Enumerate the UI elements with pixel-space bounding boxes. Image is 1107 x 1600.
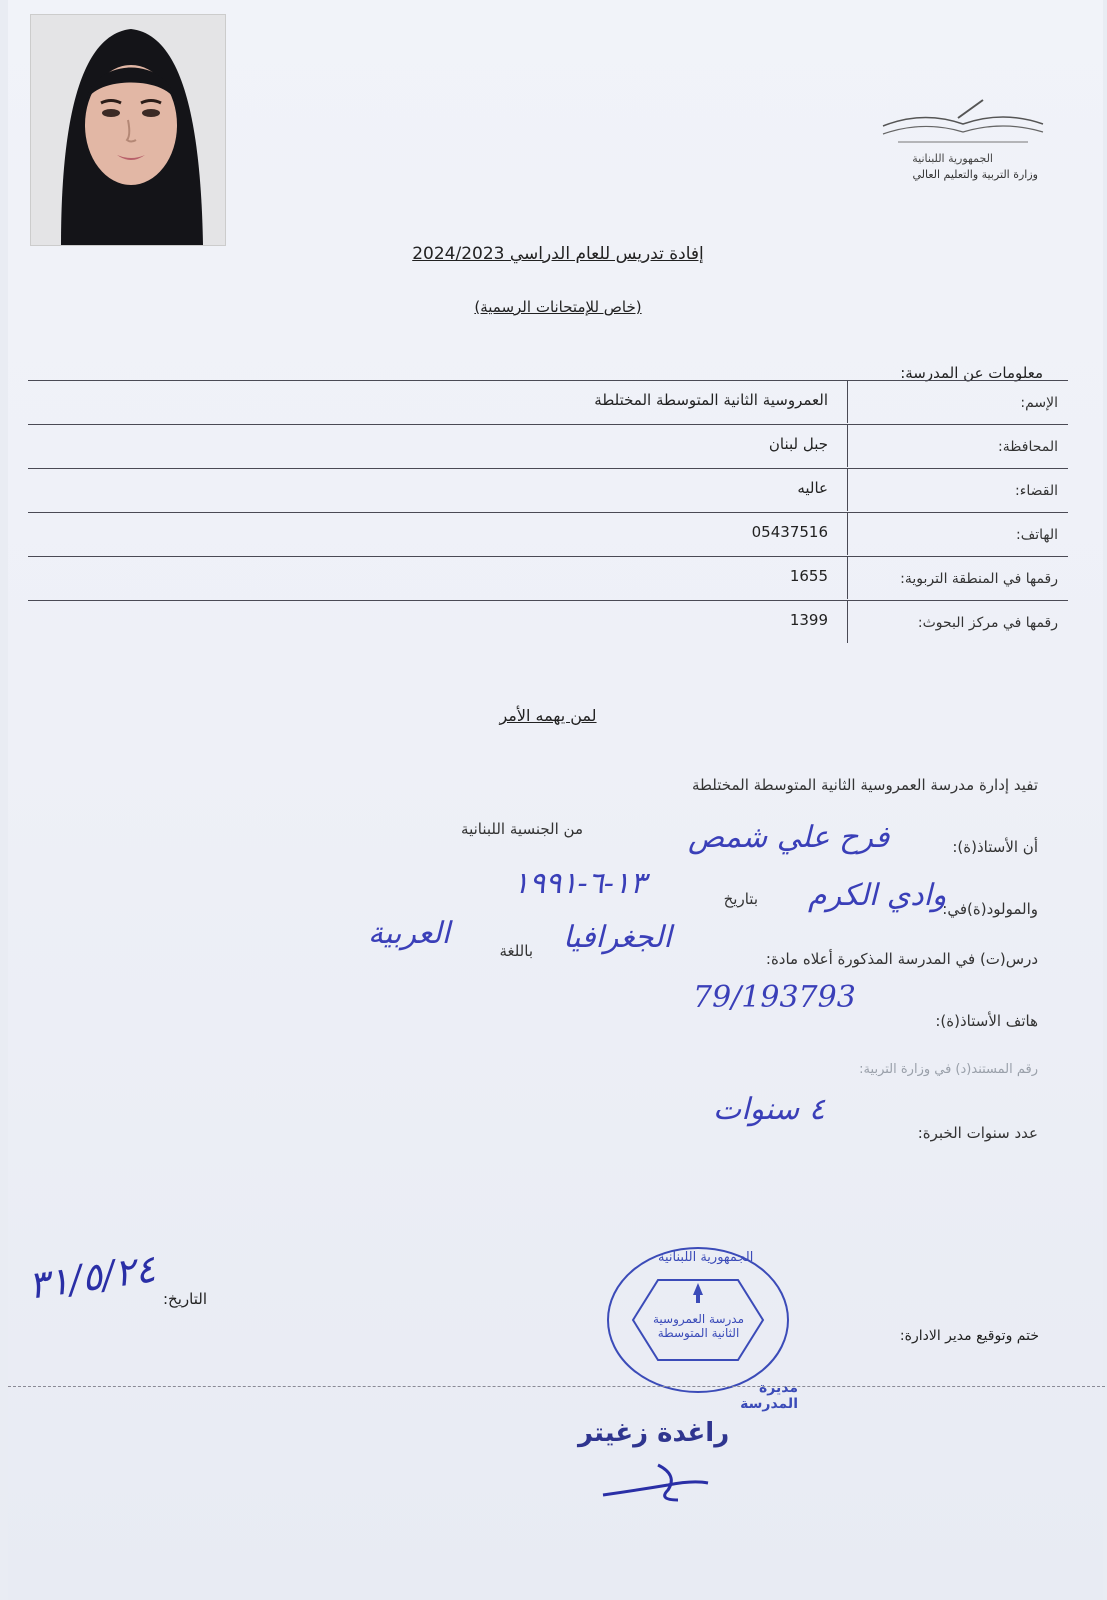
school-info-heading: معلومات عن المدرسة: — [900, 364, 1043, 382]
ministry-number-label: رقم المستند(د) في وزارة التربية: — [859, 1062, 1038, 1077]
field-label: الهاتف: — [1016, 527, 1058, 543]
teacher-label: أن الأستاذ(ة): — [952, 838, 1038, 856]
table-row — [28, 512, 1068, 555]
teacher-phone-label: هاتف الأستاذ(ة): — [935, 1012, 1038, 1030]
date-label: التاريخ: — [163, 1290, 207, 1308]
ministry-logo — [878, 98, 1048, 188]
language-label: باللغة — [499, 942, 533, 960]
table-row — [28, 600, 1068, 643]
field-label: رقمها في المنطقة التربوية: — [900, 571, 1058, 587]
field-value: العمروسية الثانية المتوسطة المختلطة — [594, 391, 828, 409]
birth-place: وادي الكرم — [808, 878, 947, 913]
stamp-center-text: مدرسة العمروسية الثانية المتوسطة — [652, 1312, 745, 1340]
language-value: العربية — [368, 916, 450, 951]
field-label: رقمها في مركز البحوث: — [917, 615, 1058, 631]
stamp-bottom-text: مديرة المدرسة — [740, 1380, 798, 1412]
field-value: 05437516 — [751, 523, 828, 541]
experience-value: ٤ سنوات — [713, 1092, 825, 1127]
field-label: الإسم: — [1020, 395, 1058, 411]
subject-value: الجغرافيا — [563, 920, 672, 955]
table-row — [28, 556, 1068, 599]
nationality-text: من الجنسية اللبنانية — [461, 820, 583, 838]
birth-place-label: والمولود(ة)في: — [942, 900, 1038, 918]
experience-label: عدد سنوات الخبرة: — [917, 1124, 1038, 1142]
signer-name: راغدة زغيتر — [578, 1418, 730, 1448]
table-row — [28, 424, 1068, 467]
stamp-top-text: الجمهورية اللبنانية — [658, 1250, 754, 1265]
signature-label: ختم وتوقيع مدير الادارة: — [899, 1328, 1039, 1344]
signature — [598, 1455, 718, 1519]
field-value: عاليه — [797, 479, 828, 497]
birth-date-label: بتاريخ — [723, 890, 758, 908]
divider — [8, 1386, 1107, 1387]
field-value: جبل لبنان — [768, 435, 828, 453]
letterhead-republic: الجمهورية اللبنانية — [912, 152, 993, 165]
document-page — [8, 0, 1103, 1600]
statement-line: تفيد إدارة مدرسة العمروسية الثانية المتوسطة المختلطة — [691, 776, 1038, 794]
to-whom-heading: لمن يهمه الأمر — [499, 706, 597, 725]
school-stamp — [598, 1240, 798, 1410]
document-subtitle: (خاص للإمتحانات الرسمية) — [474, 298, 642, 316]
document-title: إفادة تدريس للعام الدراسي 2024/2023 — [412, 244, 704, 264]
table-row — [28, 380, 1068, 423]
letterhead-ministry: وزارة التربية والتعليم العالي — [912, 168, 1038, 181]
teacher-phone: 79/193793 — [693, 980, 856, 1015]
table-row — [28, 468, 1068, 511]
portrait-photo — [30, 14, 226, 246]
subject-label: درس(ت) في المدرسة المذكورة أعلاه مادة: — [765, 950, 1038, 968]
school-info-table — [28, 380, 1068, 650]
field-label: القضاء: — [1015, 483, 1058, 499]
field-value: 1655 — [789, 567, 828, 585]
birth-date: ١٣-٦-١٩٩١ — [513, 866, 647, 901]
date-value: ٣١/٥/٢٤ — [25, 1246, 159, 1308]
field-value: 1399 — [789, 611, 828, 629]
field-label: المحافظة: — [998, 439, 1058, 455]
teacher-name: فرح علي شمص — [688, 820, 890, 855]
